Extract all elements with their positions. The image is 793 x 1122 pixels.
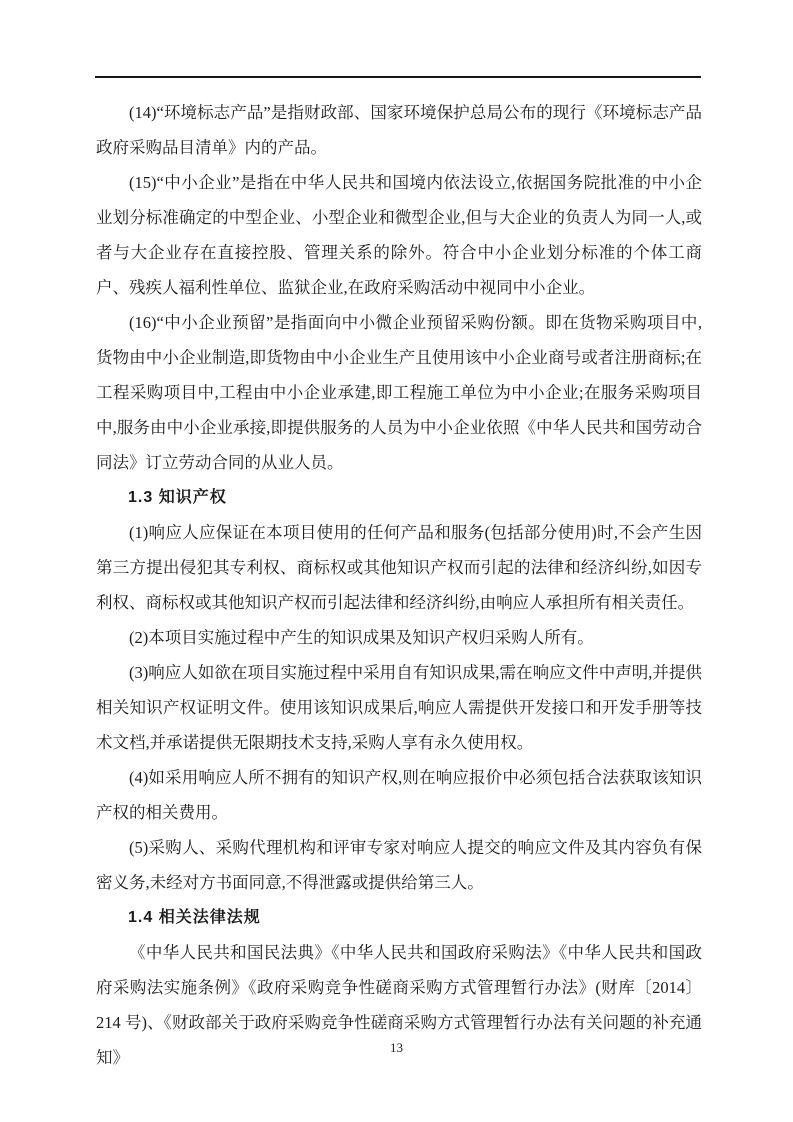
- section-heading-1-4: 1.4 相关法律法规: [128, 909, 261, 926]
- paragraph-laws-list: 《中华人民共和国民法典》《中华人民共和国政府采购法》《中华人民共和国政府采购法实施条例》《政府采购竞争性磋商采购方式管理暂行办法》(财库〔2014〕214 号)、《财政部关于政府采购竞争性磋商采购方式管理暂行办法有关问题的补充通知》: [96, 943, 702, 1067]
- paragraph-clause-1: (1)响应人应保证在本项目使用的任何产品和服务(包括部分使用)时,不会产生因第三方提出侵犯其专利权、商标权或其他知识产权而引起的法律和经济纠纷,如因专利权、商标权或其他知识产权而引起法律和经济纠纷,由响应人承担所有相关责任。: [96, 523, 702, 612]
- page-number: 13: [390, 1040, 403, 1055]
- paragraph-clause-2: (2)本项目实施过程中产生的知识成果及知识产权归采购人所有。: [129, 628, 594, 647]
- document-body: [96, 95, 702, 1075]
- header-rule: [95, 76, 701, 78]
- section-heading-1-3: 1.3 知识产权: [128, 489, 227, 506]
- paragraph-clause-3: (3)响应人如欲在项目实施过程中采用自有知识成果,需在响应文件中声明,并提供相关知识产权证明文件。使用该知识成果后,响应人需提供开发接口和开发手册等技术文档,并承诺提供无限期技术支持,采购人享有永久使用权。: [96, 663, 702, 752]
- paragraph-item-16: (16)“中小企业预留”是指面向中小微企业预留采购份额。即在货物采购项目中,货物由中小企业制造,即货物由中小企业生产且使用该中小企业商号或者注册商标;在工程采购项目中,工程由中小企业承建,即工程施工单位为中小企业;在服务采购项目中,服务由中小企业承接,即提供服务的人员为中小企业依照《中华人民共和国劳动合同法》订立劳动合同的从业人员。: [96, 313, 702, 472]
- paragraph-clause-4: (4)如采用响应人所不拥有的知识产权,则在响应报价中必须包括合法获取该知识产权的相关费用。: [96, 768, 702, 822]
- paragraph-item-15: (15)“中小企业”是指在中华人民共和国境内依法设立,依据国务院批准的中小企业划分标准确定的中型企业、小型企业和微型企业,但与大企业的负责人为同一人,或者与大企业存在直接控股、管理关系的除外。符合中小企业划分标准的个体工商户、残疾人福利性单位、监狱企业,在政府采购活动中视同中小企业。: [96, 173, 702, 297]
- paragraph-item-14: (14)“环境标志产品”是指财政部、国家环境保护总局公布的现行《环境标志产品政府采购品目清单》内的产品。: [96, 103, 702, 157]
- paragraph-clause-5: (5)采购人、采购代理机构和评审专家对响应人提交的响应文件及其内容负有保密义务,未经对方书面同意,不得泄露或提供给第三人。: [96, 838, 702, 892]
